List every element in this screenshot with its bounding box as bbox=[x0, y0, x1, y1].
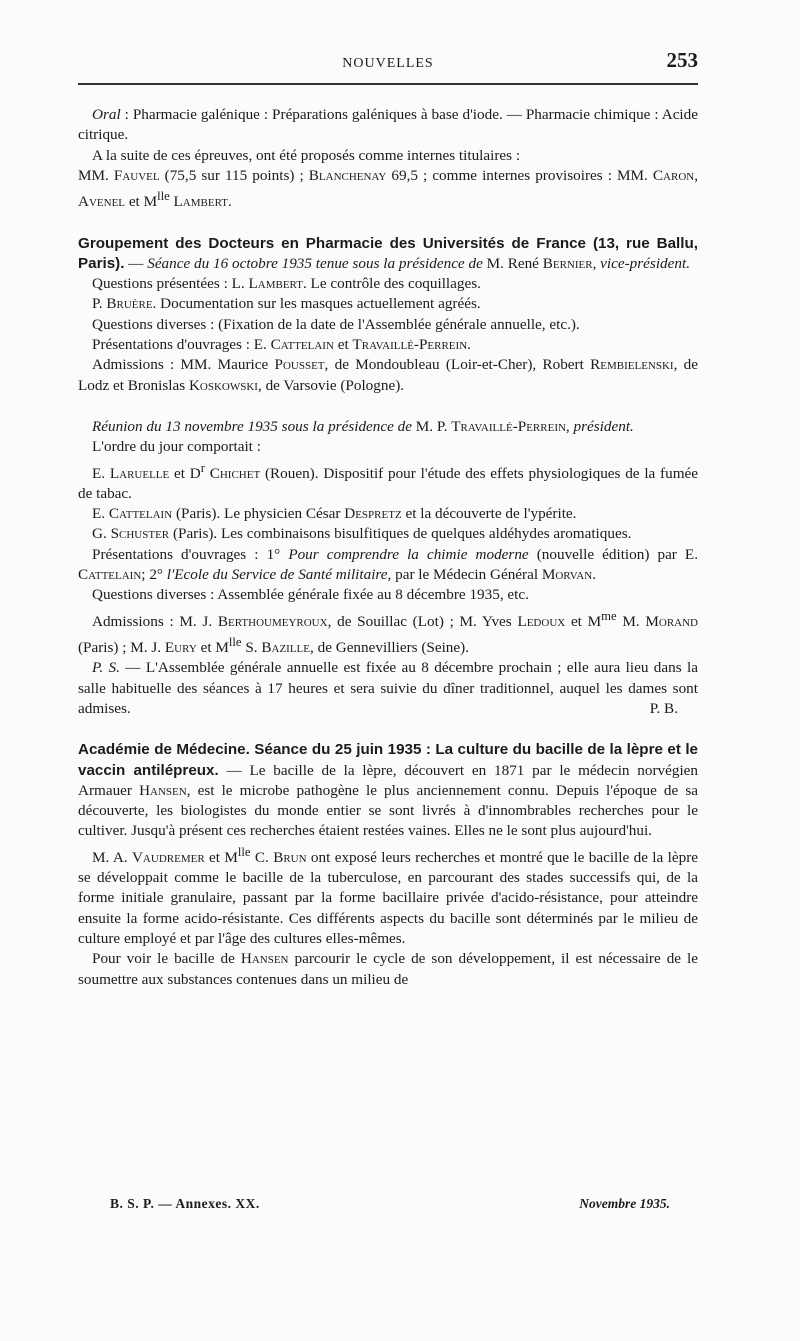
italic-book-title: l'Ecole du Service de Santé militaire bbox=[166, 566, 388, 584]
page-body bbox=[78, 105, 698, 990]
text: , de Lodz et Bronislas bbox=[78, 356, 699, 394]
italic-text: Réunion du 13 novembre 1935 sous la présidence de bbox=[92, 417, 412, 435]
text: . Documentation sur les masques actuellement agréés. bbox=[152, 295, 481, 313]
paragraph-questions-diverses bbox=[78, 315, 698, 335]
superscript: r bbox=[200, 460, 205, 475]
footer-journal: B. S. P. — Annexes. XX. bbox=[110, 1196, 260, 1211]
italic-text: vice-président. bbox=[600, 254, 690, 272]
paragraph-questions bbox=[78, 274, 698, 294]
name-vaudremer: Vaudremer bbox=[131, 848, 205, 866]
name-ledoux: Ledoux bbox=[517, 612, 566, 630]
text: et M bbox=[125, 193, 158, 211]
text: (Rouen). Dispositif pour l'étude des effets physiologiques de la fumée de tabac. bbox=[78, 464, 699, 502]
name-morand: Morand bbox=[645, 612, 698, 630]
section-academie bbox=[78, 740, 698, 990]
text: P. bbox=[92, 295, 107, 313]
section-lead-groupement: Groupement des Docteurs en Pharmacie des Universités de France (13, rue Ballu, Paris). bbox=[78, 234, 698, 272]
text: parcourir le cycle de son développement, il est nécessaire de le soumettre aux substances contenues dans un milieu de bbox=[78, 950, 698, 988]
text: (nouvelle édition) par E. bbox=[528, 545, 699, 563]
text: G. bbox=[92, 525, 111, 543]
name-bernier: Bernier bbox=[542, 254, 593, 272]
paragraph-admissions bbox=[78, 606, 698, 659]
text: A la suite de ces épreuves, ont été proposés comme internes titulaires : bbox=[92, 146, 521, 164]
text: Questions diverses : (Fixation de la date de l'Assemblée générale annuelle, etc.). bbox=[92, 315, 580, 333]
name-berthoumeyroux: Berthoumeyroux bbox=[217, 612, 328, 630]
text: et M bbox=[204, 848, 238, 866]
name-hansen: Hansen bbox=[139, 781, 187, 799]
name-caron: Caron bbox=[652, 166, 695, 184]
paragraph-academie bbox=[78, 740, 698, 841]
text: (Paris). Les combinaisons bisulfitiques de quelques aldéhydes aromatiques. bbox=[169, 525, 632, 543]
text: et la découverte de l'ypérite. bbox=[401, 505, 577, 523]
paragraph-vaudremer bbox=[78, 842, 698, 950]
paragraph-presentations bbox=[78, 545, 698, 586]
name-chichet: Chichet bbox=[209, 464, 261, 482]
text: et D bbox=[169, 464, 201, 482]
text: M. P. bbox=[412, 417, 452, 435]
text: ; 2° bbox=[141, 566, 167, 584]
superscript: me bbox=[601, 608, 617, 623]
paragraph-questions-diverses bbox=[78, 585, 698, 605]
name-avenel: Avenel bbox=[78, 193, 126, 211]
page-number: 253 bbox=[666, 48, 698, 72]
name-eury: Eury bbox=[164, 639, 197, 657]
name-despretz: Despretz bbox=[344, 505, 402, 523]
name-lambert: Lambert bbox=[173, 193, 228, 211]
text: Pour voir le bacille de bbox=[92, 950, 241, 968]
name-rembielenski: Rembielenski bbox=[590, 356, 674, 374]
italic-text: président. bbox=[573, 417, 634, 435]
text: , de Gennevilliers (Seine). bbox=[310, 639, 469, 657]
text: et M bbox=[196, 639, 229, 657]
text: ont exposé leurs recherches et montré que le bacille de la lèpre se développait comme le bacille de la tuberculose, en parcourant des stades successifs qui, de la forme initiale granulaire, passant par la forme bacillaire privée d'acido-résistance, pour atteindre ensuite la forme acido-résistante. Ces différents aspects du bacille sont déterminés par le milieu de culture employé et par l'âge des cultures elles-mêmes. bbox=[78, 848, 698, 947]
text: Questions diverses : Assemblée générale fixée au 8 décembre 1935, etc. bbox=[92, 586, 529, 604]
text: (Paris). Le physicien César bbox=[172, 505, 345, 523]
text: Présentations d'ouvrages : 1° bbox=[92, 545, 289, 563]
text: et bbox=[333, 336, 353, 354]
name-morvan: Morvan bbox=[541, 566, 593, 584]
superscript: lle bbox=[237, 844, 251, 859]
text: , bbox=[592, 254, 601, 272]
name-travaille-perrein: Travaillé-Perrein bbox=[352, 336, 468, 354]
text: , par le Médecin Général bbox=[387, 566, 542, 584]
name-fauvel: Fauvel bbox=[113, 166, 160, 184]
paragraph-ordre bbox=[78, 437, 698, 457]
text: C. bbox=[250, 848, 274, 866]
text: (Paris) ; M. J. bbox=[78, 639, 165, 657]
paragraph-hansen-cycle bbox=[78, 949, 698, 990]
paragraph-bruere bbox=[78, 294, 698, 314]
paragraph-presentations bbox=[78, 335, 698, 355]
section-heading-paragraph bbox=[78, 234, 698, 275]
text: . bbox=[228, 193, 232, 211]
page-footer bbox=[110, 1196, 670, 1218]
section-reunion bbox=[78, 417, 698, 719]
text: M. bbox=[616, 612, 646, 630]
name-cattelain: Cattelain bbox=[108, 505, 173, 523]
name-hansen: Hansen bbox=[240, 950, 289, 968]
text: — L'Assemblée générale annuelle est fixée au 8 décembre prochain ; elle aura lieu dans la salle habituelle des séances à 17 heures et sera suivie du dîner traditionnel, auquel les dames sont admises. bbox=[78, 659, 698, 717]
name-laruelle: Laruelle bbox=[109, 464, 170, 482]
text: — Le bacille de la lèpre, découvert en 1871 par le médecin norvégien Armauer bbox=[78, 761, 699, 799]
text: E. bbox=[92, 464, 110, 482]
paragraph-epreuves bbox=[78, 146, 698, 213]
italic-oral: Oral bbox=[92, 106, 121, 123]
page-header bbox=[78, 48, 698, 84]
text: , de Varsovie (Pologne). bbox=[257, 376, 405, 394]
running-head: NOUVELLES bbox=[342, 56, 434, 71]
text: , de Mondoubleau (Loir-et-Cher), Robert bbox=[324, 356, 591, 374]
text: (75,5 sur 115 points) ; bbox=[159, 166, 309, 184]
name-lambert: Lambert bbox=[248, 275, 303, 293]
italic-ps: P. S. bbox=[92, 659, 120, 677]
name-bazille: Bazille bbox=[261, 639, 310, 657]
text: — bbox=[124, 254, 148, 272]
paragraph-schuster bbox=[78, 524, 698, 544]
text: M. A. bbox=[92, 848, 132, 866]
superscript: lle bbox=[157, 189, 170, 204]
superscript: lle bbox=[228, 635, 242, 650]
text: . bbox=[467, 336, 471, 354]
name-cattelain: Cattelain bbox=[78, 566, 142, 584]
text: : Pharmacie galénique : Préparations galéniques à base d'iode. — Pharmacie chimique : Acide citrique. bbox=[78, 106, 698, 144]
paragraph-reunion bbox=[78, 417, 698, 437]
section-groupement bbox=[78, 234, 698, 396]
paragraph-laruelle bbox=[78, 458, 698, 505]
text: Présentations d'ouvrages : E. bbox=[92, 336, 271, 354]
text: S. bbox=[241, 639, 262, 657]
paragraph-cattelain bbox=[78, 504, 698, 524]
name-blanchenay: Blanchenay bbox=[308, 166, 387, 184]
name-cattelain: Cattelain bbox=[270, 336, 334, 354]
text: 69,5 ; comme internes provisoires : MM. bbox=[386, 166, 653, 184]
text: , de Souillac (Lot) ; M. Yves bbox=[327, 612, 518, 630]
text: , bbox=[694, 166, 699, 184]
text: , est le microbe pathogène le plus anciennement connu. Depuis l'époque de sa découverte, les biologistes du monde entier se sont livrés à d'innombrables recherches pour le cultiver. Jusqu'à présent ces recherches étaient restées vaines. Elles ne le sont plus aujourd'hui. bbox=[78, 781, 698, 840]
text: E. bbox=[92, 505, 109, 523]
text: Admissions : M. J. bbox=[92, 612, 218, 630]
text: et M bbox=[565, 612, 602, 630]
footer-date: Novembre 1935. bbox=[579, 1196, 670, 1211]
name-travaille-perrein: Travaillé-Perrein bbox=[451, 417, 566, 435]
text: Admissions : MM. Maurice bbox=[92, 356, 275, 374]
text: . bbox=[592, 566, 596, 584]
text: . Le contrôle des coquillages. bbox=[302, 275, 481, 293]
text: M. René bbox=[482, 254, 543, 272]
paragraph-oral bbox=[78, 105, 698, 146]
text: MM. bbox=[78, 166, 114, 184]
name-brun: Brun bbox=[273, 848, 307, 866]
italic-text: Séance du 16 octobre 1935 tenue sous la présidence de bbox=[147, 254, 483, 272]
name-pousset: Pousset bbox=[274, 356, 325, 374]
name-schuster: Schuster bbox=[110, 525, 170, 543]
paragraph-admissions bbox=[78, 355, 698, 396]
header-rule bbox=[78, 83, 698, 85]
section-lead-academie: Académie de Médecine. Séance du 25 juin 1935 : La culture du bacille de la lèpre et le vaccin antilépreux. bbox=[78, 741, 698, 779]
text: Questions présentées : L. bbox=[92, 275, 249, 293]
text: L'ordre du jour comportait : bbox=[92, 438, 261, 456]
signature-initials: P. B. bbox=[649, 699, 678, 717]
paragraph-ps bbox=[78, 658, 698, 719]
name-bruere: Bruère bbox=[106, 295, 153, 313]
name-koskowski: Koskowski bbox=[188, 376, 258, 394]
italic-book-title: Pour comprendre la chimie moderne bbox=[288, 545, 529, 563]
text: , bbox=[565, 417, 574, 435]
